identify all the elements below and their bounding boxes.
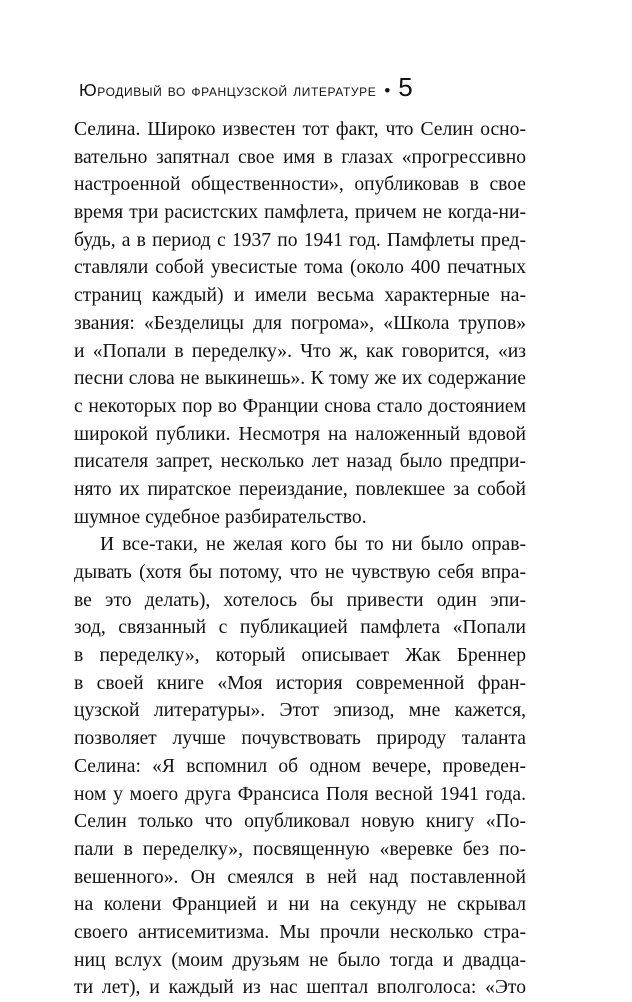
- running-title: Юродивый во французской литературе: [79, 80, 377, 100]
- text-line: дывать (хотя бы потому, что не чувствую себя впра-: [74, 562, 526, 583]
- text-line: ставляли собой увесистые тома (около 400 печатных: [74, 257, 526, 279]
- text-line: ти лет), и каждый из нас шептал вполголоса: «Это: [74, 977, 526, 999]
- text-line: зод, связанный с публикацией памфлета «Попали: [74, 617, 526, 639]
- text-line: вательно запятнал свое имя в глазах «прогрессивно: [74, 146, 526, 168]
- text-line: звания: «Безделицы для погрома», «Школа трупов»: [74, 312, 526, 334]
- text-line: ниц вслух (моим друзьям не было тогда и двадца-: [74, 949, 526, 971]
- text-line: широкой публики. Несмотря на наложенный вдовой: [74, 423, 526, 445]
- text-line: будь, а в период с 1937 по 1941 год. Памфлеты пред-: [74, 229, 526, 251]
- text-line: своего антисемитизма. Мы прочли несколько стра-: [74, 921, 526, 943]
- text-line: позволяет лучше почувствовать природу таланта: [74, 728, 526, 750]
- text-line: ном у моего друга Франсиса Поля весной 1941 года.: [74, 783, 526, 805]
- text-line: вешенного». Он смеялся в ней над поставленной: [74, 866, 526, 888]
- text-line: цузской литературы». Этот эпизод, мне кажется,: [74, 700, 526, 722]
- text-line: нято их пиратское переиздание, повлекшее за собой: [74, 478, 526, 500]
- text-line: Селина. Широко известен тот факт, что Селин осно-: [74, 119, 526, 140]
- page-number: 5: [398, 72, 413, 102]
- text-line: время три расистских памфлета, причем не когда-ни-: [74, 202, 526, 224]
- text-line: в переделку», который описывает Жак Бреннер: [74, 645, 526, 667]
- text-line: на колени Францией и ни на секунду не скрывал: [74, 894, 526, 916]
- header-bullet: •: [384, 81, 391, 100]
- text-line: с некоторых пор во Франции снова стало достоянием: [74, 395, 526, 417]
- text-line: и «Попали в переделку». Что ж, как говорится, «из: [74, 340, 526, 362]
- body-text: [74, 116, 526, 1002]
- text-line: пали в переделку», посвященную «веревке без по-: [74, 838, 526, 860]
- paragraph-1: [74, 116, 526, 531]
- paragraph-2: [74, 531, 526, 1002]
- text-line: Селин только что опубликовал новую книгу «По-: [74, 811, 526, 833]
- text-line: настроенной общественности», опубликовав в свое: [74, 174, 526, 196]
- text-line: Селина: «Я вспомнил об одном вечере, проведен-: [74, 755, 526, 777]
- text-line: И все-таки, не желая кого бы то ни было оправ-: [100, 534, 526, 556]
- text-line: в своей книге «Моя история современной фран-: [74, 672, 526, 694]
- text-line: страниц каждый) и имели весьма характерные на-: [74, 285, 526, 307]
- text-line: шумное судебное разбирательство.: [74, 506, 367, 528]
- text-line: песни слова не выкинешь». К тому же их содержание: [74, 368, 526, 390]
- text-line: писателя запрет, несколько лет назад было предпри-: [74, 451, 526, 473]
- text-line: ве это делать), хотелось бы привести один эпи-: [74, 589, 526, 611]
- running-header: [79, 72, 525, 102]
